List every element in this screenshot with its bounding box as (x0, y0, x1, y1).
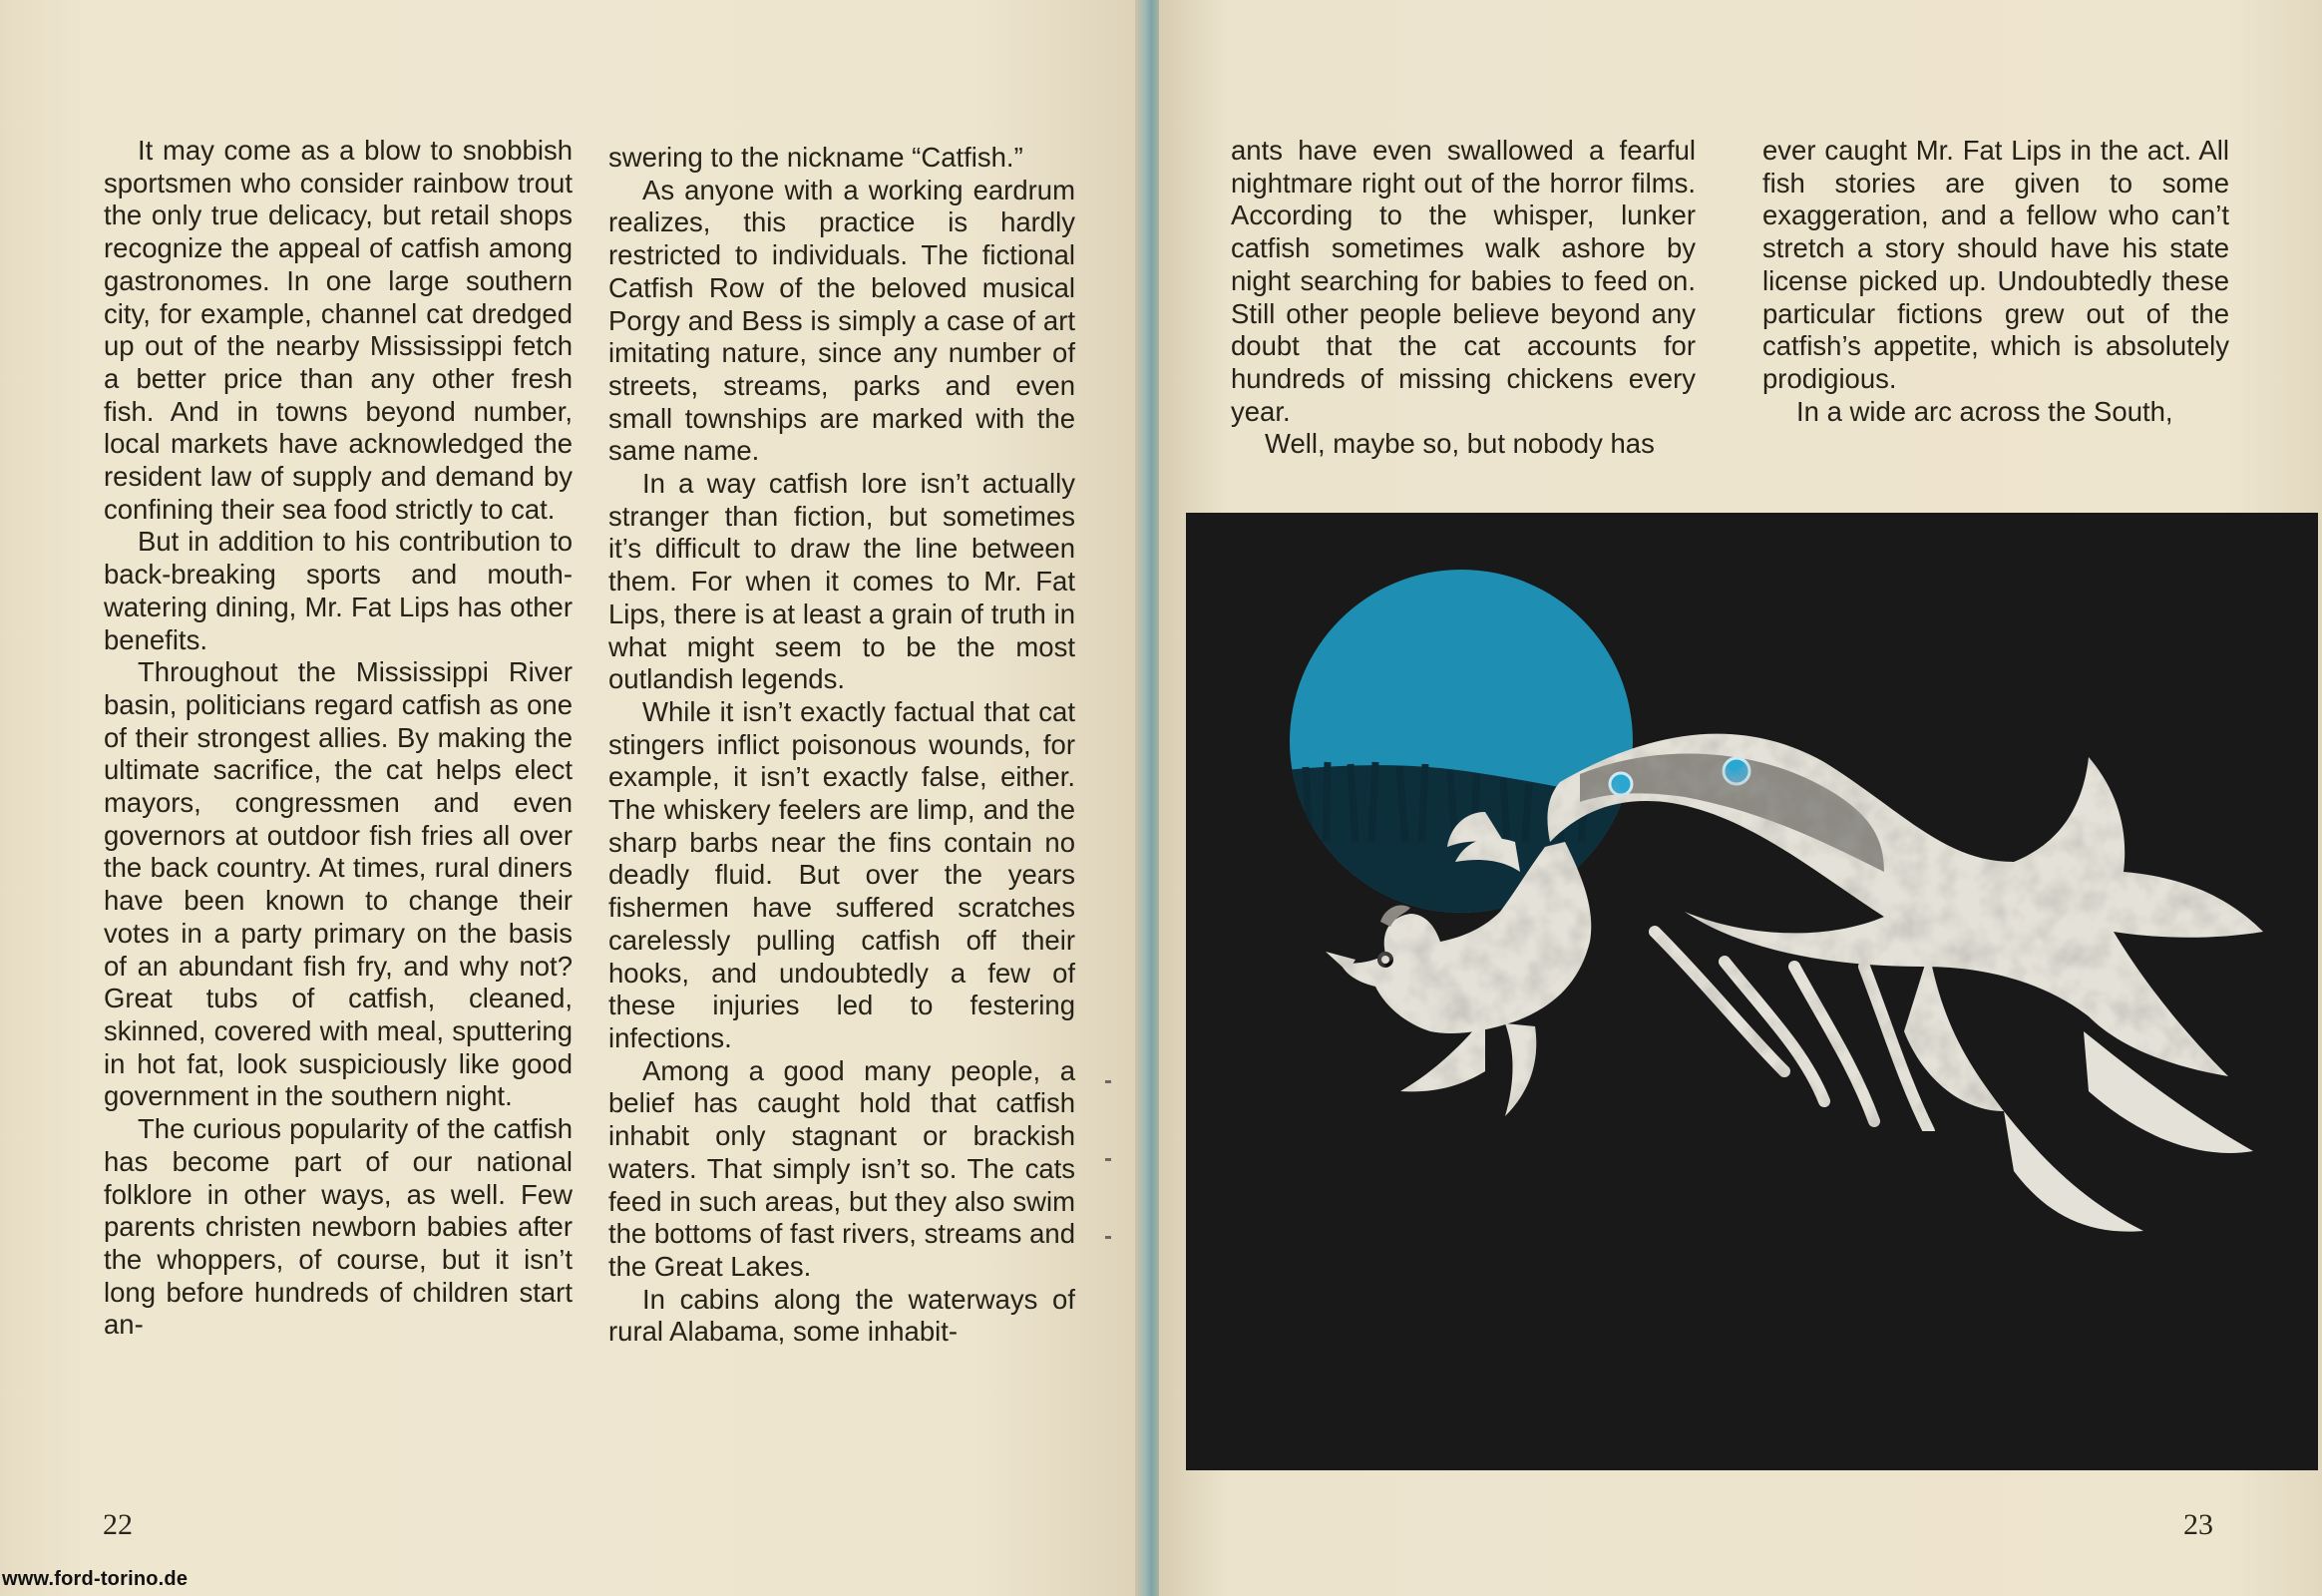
left-page (0, 0, 1147, 1596)
left-column-2 (608, 142, 1075, 1349)
paragraph: In a wide arc across the South, (1796, 395, 2173, 427)
left-column-1 (104, 135, 573, 1342)
paragraph: While it isn’t exactly factual that cat stingers inflict poisonous wounds, for example, it isn’t exactly false, either. The whiskery feelers are limp, and the sharp barbs near the fins contain no deadly fluid. But over the years fishermen have suffered scratches carelessly pulling catfish off their hooks, and undoubtedly a few of these injuries led to festering infections. (608, 695, 1075, 1053)
page-number-left: 22 (103, 1508, 133, 1541)
paragraph: In a way catfish lore isn’t actually stranger than fiction, but sometimes it’s difficult to draw the line between them. For when it comes to Mr. Fat Lips, there is at least a grain of truth in what might seem to be the most outlandish legends. (608, 468, 1075, 695)
page-number-right: 23 (2183, 1508, 2213, 1541)
right-column-2 (1762, 135, 2229, 428)
binding-mark (1105, 1158, 1111, 1161)
paragraph: Well, maybe so, but nobody has (1265, 428, 1655, 460)
paragraph: swering to the nickname “Catfish.” (608, 142, 1023, 173)
right-column-1 (1231, 135, 1696, 461)
paragraph: ever caught Mr. Fat Lips in the act. All fish stories are given to some exaggeration, and a fellow who can’t stretch a story should have his state license picked up. Undoubtedly these particular fictions grew out of the catfish’s appetite, which is absolutely prodigious. (1762, 135, 2229, 394)
binding-mark (1105, 1080, 1111, 1083)
paragraph: As anyone with a working eardrum realizes, this practice is hardly restricted to individuals. The fictional Catfish Row of the beloved musical Porgy and Bess is simply a case of art imitating nature, since any number of streets, streams, parks and even small townships are marked with the same name. (608, 174, 1075, 467)
paragraph: Throughout the Mississippi River basin, politicians regard catfish as one of their strongest allies. By making the ultimate sacrifice, the cat helps elect mayors, congressmen and even governors at outdoor fish fries all over the back country. At times, rural diners have been known to change their votes in a party primary on the basis of an abundant fish fry, and why not? Great tubs of catfish, cleaned, skinned, covered with meal, sputtering in hot fat, look suspiciously like good government in the southern night. (104, 656, 573, 1112)
binding-mark (1105, 1236, 1111, 1239)
right-page (1159, 0, 2322, 1596)
paragraph: ants have even swallowed a fearful nightmare right out of the horror films. According to the whisper, lunker catfish sometimes walk ashore by night searching for babies to feed on. Still other people believe beyond any doubt that the cat accounts for hundreds of missing chickens every year. (1231, 135, 1696, 427)
paragraph: The curious popularity of the catfish has become part of our national folklore in other ways, as well. Few parents christen newborn babies after the whoppers, of course, but it isn’t long before hundreds of children start an- (104, 1113, 573, 1341)
paragraph: Among a good many people, a belief has caught hold that catfish inhabit only stagnant or brackish waters. That simply isn’t so. The cats feed in such areas, but they also swim the bottoms of fast rivers, streams and the Great Lakes. (608, 1054, 1075, 1282)
catfish-rooster-illustration (1186, 513, 2318, 1470)
paragraph: It may come as a blow to snobbish sportsmen who consider rainbow trout the only true delicacy, but retail shops recognize the appeal of catfish among gastronomes. In one large southern city, for example, channel cat dredged up out of the nearby Mississippi fetch a better price than any other fresh fish. And in towns beyond number, local markets have acknowledged the resident law of supply and demand by confining their sea food strictly to cat. (104, 135, 573, 525)
watermark: www.ford-torino.de (2, 1568, 189, 1590)
paragraph: In cabins along the waterways of rural Alabama, some inhabit- (608, 1283, 1075, 1348)
paragraph: But in addition to his contribution to back-breaking sports and mouth-watering dining, Mr. Fat Lips has other benefits. (104, 526, 573, 655)
